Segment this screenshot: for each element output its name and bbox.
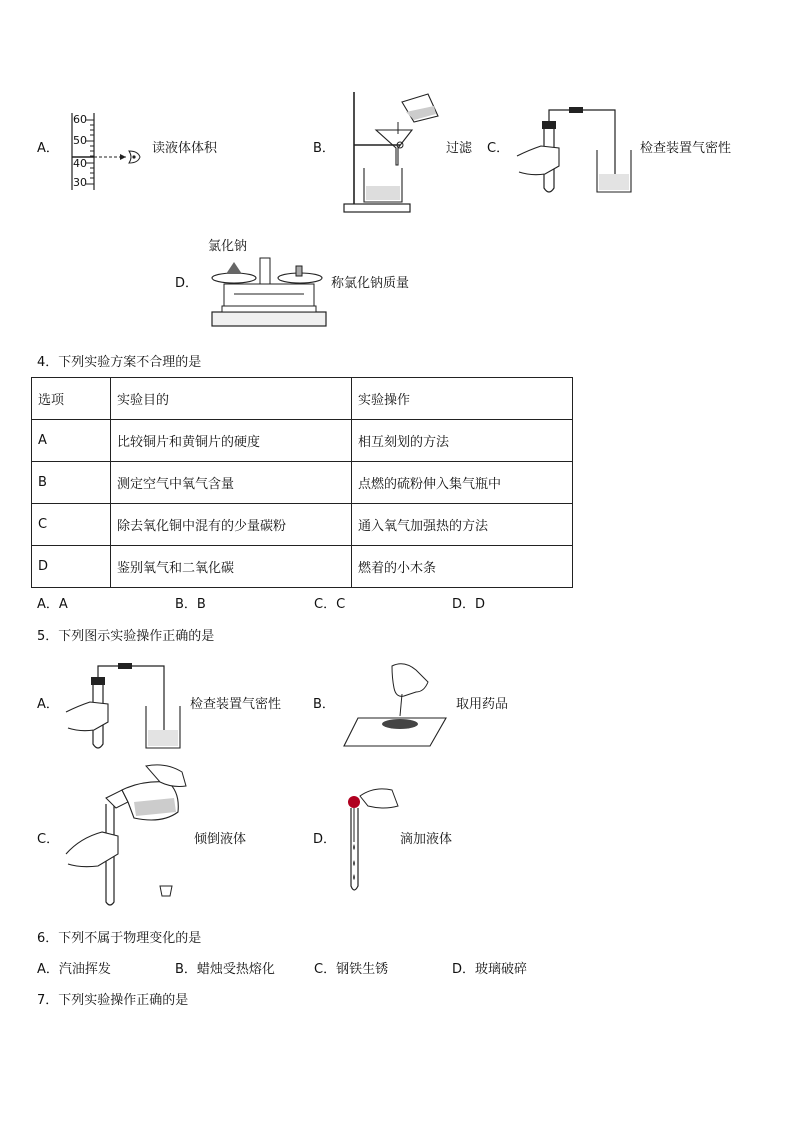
table-cell: D [32, 546, 111, 588]
q3-option-a-caption: 读液体体积 [152, 141, 218, 156]
q6-choice-a: A．汽油挥发 [37, 962, 111, 977]
airtightness-check-figure [64, 660, 189, 752]
table-cell: 点燃的硫粉伸入集气瓶中 [352, 462, 573, 504]
table-row [32, 546, 573, 588]
q4-choice-b: B．B [175, 597, 206, 612]
airtightness-check-figure [515, 104, 640, 196]
table-row [32, 504, 573, 546]
q5-option-d-caption: 滴加液体 [400, 832, 453, 847]
q3-pan-label: 氯化钠 [208, 239, 248, 254]
q4-choice-d: D．D [452, 597, 486, 612]
taking-reagent-figure [342, 658, 452, 750]
experiment-table [31, 377, 573, 588]
q5-option-c-caption: 倾倒液体 [194, 832, 247, 847]
q3-option-c-letter: C． [487, 141, 510, 156]
q4-choice-a: A．A [37, 597, 68, 612]
q4-choice-c: C．C [314, 597, 346, 612]
table-cell: B [32, 462, 111, 504]
filtration-apparatus-figure [340, 90, 445, 215]
q6-stem: 6．下列不属于物理变化的是 [37, 931, 202, 946]
pouring-liquid-figure [62, 762, 192, 910]
table-header-row [32, 378, 573, 420]
table-cell: 测定空气中氧气含量 [111, 462, 352, 504]
q6-choice-c: C．钢铁生锈 [314, 962, 389, 977]
table-row [32, 420, 573, 462]
table-cell: C [32, 504, 111, 546]
table-row [32, 462, 573, 504]
q6-choice-d: D．玻璃破碎 [452, 962, 528, 977]
scale-tick-50: 50 [73, 134, 87, 147]
q7-stem: 7．下列实验操作正确的是 [37, 993, 189, 1008]
table-cell: A [32, 420, 111, 462]
q3-option-c-caption: 检查装置气密性 [640, 141, 732, 156]
balance-scale-figure [208, 254, 328, 334]
table-cell: 通入氧气加强热的方法 [352, 504, 573, 546]
table-cell: 燃着的小木条 [352, 546, 573, 588]
q5-option-b-caption: 取用药品 [456, 697, 509, 712]
q5-option-d-letter: D． [313, 832, 337, 847]
q5-option-a-caption: 检查装置气密性 [190, 697, 282, 712]
q4-stem: 4．下列实验方案不合理的是 [37, 355, 202, 370]
q3-option-d-caption: 称氯化钠质量 [331, 276, 410, 291]
q3-option-d-letter: D． [175, 276, 199, 291]
q5-option-c-letter: C． [37, 832, 60, 847]
q3-option-b-letter: B． [313, 141, 335, 156]
q6-choice-b: B．蜡烛受热熔化 [175, 962, 275, 977]
scale-tick-60: 60 [73, 113, 87, 126]
table-header-cell: 实验操作 [352, 378, 573, 420]
table-cell: 鉴别氧气和二氧化碳 [111, 546, 352, 588]
table-cell: 相互刻划的方法 [352, 420, 573, 462]
q5-option-b-letter: B． [313, 697, 335, 712]
scale-tick-40: 40 [73, 157, 87, 170]
table-header-cell: 选项 [32, 378, 111, 420]
table-header-cell: 实验目的 [111, 378, 352, 420]
q5-option-a-letter: A． [37, 697, 59, 712]
scale-tick-30: 30 [73, 176, 87, 189]
q3-option-a-letter: A． [37, 141, 59, 156]
table-cell: 比较铜片和黄铜片的硬度 [111, 420, 352, 462]
q3-option-b-caption: 过滤 [446, 141, 473, 156]
q5-stem: 5．下列图示实验操作正确的是 [37, 629, 215, 644]
table-cell: 除去氧化铜中混有的少量碳粉 [111, 504, 352, 546]
